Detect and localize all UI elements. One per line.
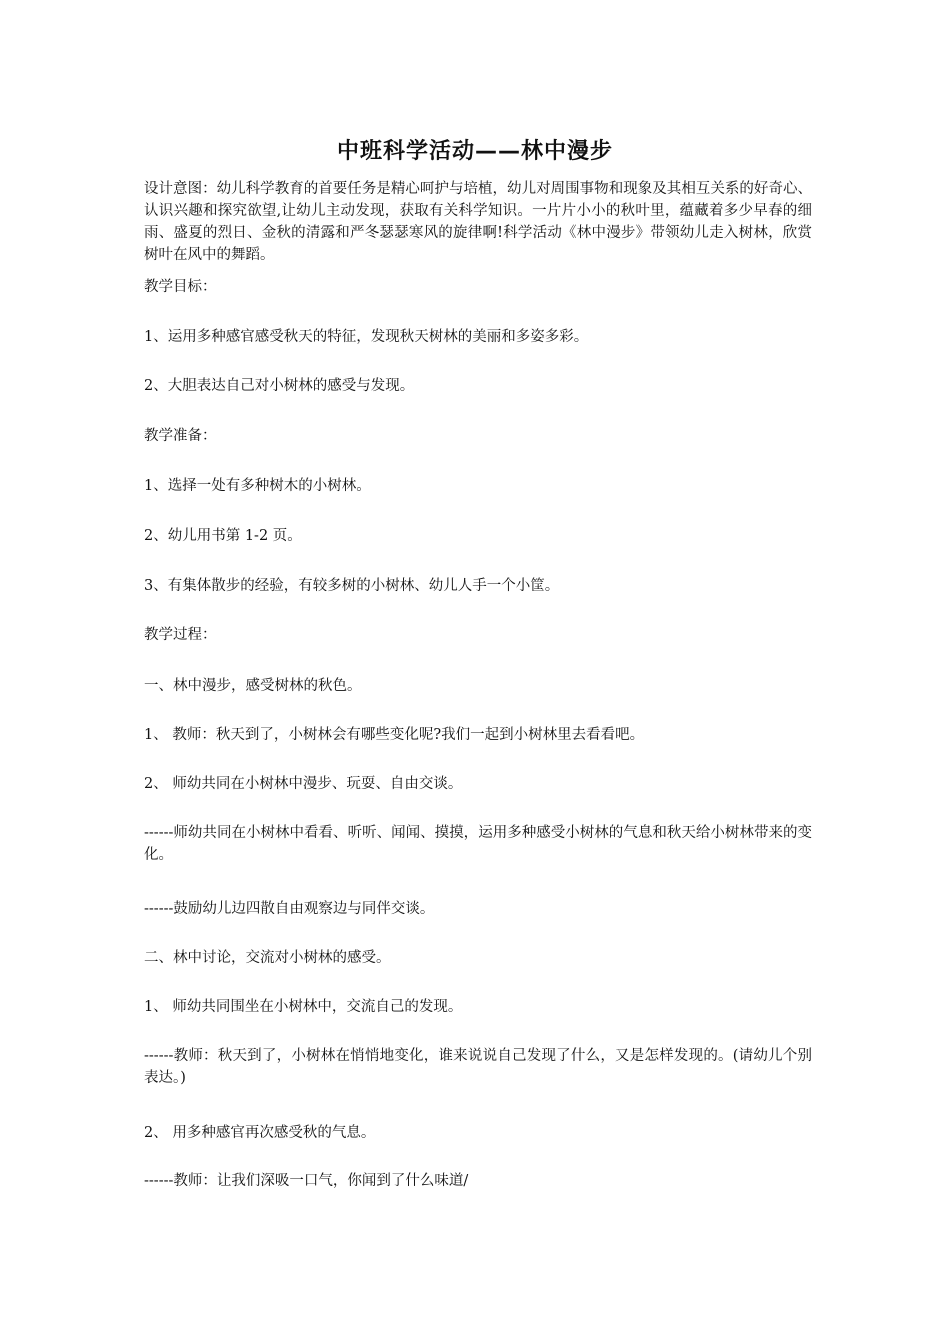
section-1-heading: 一、林中漫步，感受树林的秋色。 [144, 678, 362, 694]
preparation-item-2: 2、幼儿用书第 1-2 页。 [144, 528, 302, 544]
section-1-step-1: 1、 教师：秋天到了，小树林会有哪些变化呢?我们一起到小树林里去看看吧。 [144, 727, 645, 743]
section-2-note-2: ------教师：让我们深吸一口气，你闻到了什么味道/ [144, 1173, 469, 1189]
design-intent-paragraph: 设计意图：幼儿科学教育的首要任务是精心呵护与培植，幼儿对周围事物和现象及其相互关系的好奇心、认识兴趣和探究欲望,让幼儿主动发现，获取有关科学知识。一片片小小的秋叶里，蕴藏着多少早春的细雨、盛夏的烈日、金秋的清露和严冬瑟瑟寒风的旋律啊!科学活动《林中漫步》带领幼儿走入树林，欣赏树叶在风中的舞蹈。 [144, 181, 812, 263]
section-2-step-2: 2、 用多种感官再次感受秋的气息。 [144, 1125, 376, 1141]
section-2-note-1: ------教师：秋天到了，小树林在悄悄地变化，谁来说说自己发现了什么，又是怎样发现的。(请幼儿个别表达。) [144, 1048, 812, 1086]
section-1-note-2: ------鼓励幼儿边四散自由观察边与同伴交谈。 [144, 901, 435, 917]
preparation-heading: 教学准备： [144, 428, 217, 444]
process-heading: 教学过程： [144, 627, 217, 643]
section-2-step-1: 1、 师幼共同围坐在小树林中，交流自己的发现。 [144, 999, 463, 1015]
goals-heading: 教学目标： [144, 279, 217, 295]
section-1-step-2: 2、 师幼共同在小树林中漫步、玩耍、自由交谈。 [144, 776, 463, 792]
section-2-heading: 二、林中讨论，交流对小树林的感受。 [144, 950, 391, 966]
document-title: 中班科学活动——林中漫步 [336, 139, 613, 164]
preparation-item-1: 1、选择一处有多种树木的小树林。 [144, 478, 371, 494]
section-1-note-1: ------师幼共同在小树林中看看、听听、闻闻、摸摸，运用多种感受小树林的气息和秋天给小树林带来的变化。 [144, 825, 812, 863]
goal-item-2: 2、大胆表达自己对小树林的感受与发现。 [144, 378, 415, 394]
preparation-item-3: 3、有集体散步的经验，有较多树的小树林、幼儿人手一个小筐。 [144, 578, 560, 594]
goal-item-1: 1、运用多种感官感受秋天的特征，发现秋天树林的美丽和多姿多彩。 [144, 329, 589, 345]
